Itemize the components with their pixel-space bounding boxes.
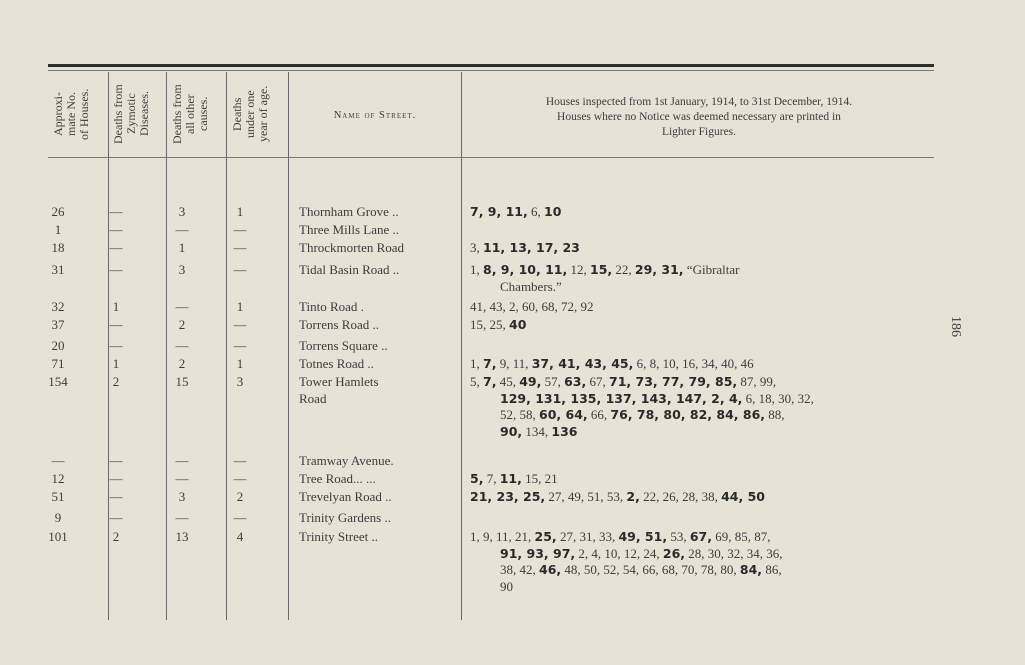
house-numbers-no-notice: 45, bbox=[496, 374, 520, 389]
cell-other: 13 bbox=[175, 529, 189, 544]
cell-other: — bbox=[175, 338, 189, 353]
cell-under-one: — bbox=[233, 471, 247, 486]
cell-zymotic: — bbox=[109, 222, 123, 237]
cell-street-name: Thornham Grove .. bbox=[299, 204, 399, 219]
cell-street-name: Trevelyan Road .. bbox=[299, 489, 392, 504]
cell-houses-list bbox=[470, 204, 940, 221]
house-numbers-no-notice: 53, bbox=[667, 529, 690, 544]
house-numbers-no-notice: 27, 49, 51, 53, bbox=[545, 489, 627, 504]
cell-under-one: — bbox=[233, 453, 247, 468]
cell-other: — bbox=[175, 510, 189, 525]
cell-under-one: — bbox=[233, 510, 247, 525]
cell-other: 3 bbox=[178, 204, 186, 219]
cell-houses: 9 bbox=[54, 510, 62, 525]
cell-zymotic: — bbox=[109, 338, 123, 353]
cell-street-name: Tower Hamlets Road bbox=[299, 374, 379, 406]
house-numbers-inspected: 11, 13, 17, 23 bbox=[483, 240, 580, 255]
cell-other: — bbox=[175, 471, 189, 486]
house-numbers-inspected: 10 bbox=[544, 204, 562, 219]
house-numbers-no-notice: 15, 21 bbox=[521, 471, 558, 486]
house-numbers-inspected: 46, bbox=[539, 562, 562, 577]
cell-zymotic: 2 bbox=[112, 529, 120, 544]
house-numbers-no-notice: 28, 30, 32, 34, 36, bbox=[685, 545, 783, 561]
cell-zymotic: — bbox=[109, 510, 123, 525]
house-numbers-no-notice: 27, 31, 33, bbox=[556, 529, 619, 544]
cell-street-name: Tinto Road . bbox=[299, 299, 364, 314]
house-numbers-no-notice: 41, 43, 2, 60, 68, 72, 92 bbox=[470, 299, 594, 314]
cell-street-name: Torrens Square .. bbox=[299, 338, 388, 353]
cell-street-name: Throckmorten Road bbox=[299, 240, 405, 255]
house-numbers-inspected: 63, bbox=[564, 374, 587, 389]
house-numbers-inspected: 8, 9, 10, 11, bbox=[483, 262, 568, 277]
house-numbers-inspected: 129, 131, 135, 137, 143, 147, 2, 4, bbox=[500, 390, 743, 406]
house-numbers-no-notice: 5, bbox=[470, 374, 483, 389]
house-numbers-no-notice: 1, 9, 11, 21, bbox=[470, 529, 535, 544]
house-numbers-inspected: 25, bbox=[534, 529, 557, 544]
house-numbers-no-notice: 22, bbox=[612, 262, 635, 277]
cell-other: 15 bbox=[175, 374, 189, 389]
cell-houses: 71 bbox=[51, 356, 65, 371]
cell-zymotic: — bbox=[109, 262, 123, 277]
house-numbers-no-notice: 69, 85, 87, bbox=[711, 529, 771, 544]
header-separator bbox=[48, 157, 934, 158]
cell-zymotic: — bbox=[109, 240, 123, 255]
cell-zymotic: — bbox=[109, 317, 123, 332]
house-numbers-inspected: 7, bbox=[483, 374, 497, 389]
house-numbers-no-notice: 1, bbox=[470, 262, 483, 277]
cell-houses-list bbox=[470, 317, 940, 334]
header-houses-count: Approxi- mate No. of Houses. bbox=[51, 88, 91, 140]
cell-under-one: 1 bbox=[236, 299, 244, 314]
house-numbers-inspected: 71, 73, 77, 79, 85, bbox=[609, 374, 738, 389]
cell-under-one: — bbox=[233, 240, 247, 255]
cell-street-name: Three Mills Lane .. bbox=[299, 222, 399, 237]
house-numbers-no-notice: 6, bbox=[527, 204, 544, 219]
house-numbers-inspected: 26, bbox=[662, 545, 686, 561]
cell-under-one: 2 bbox=[236, 489, 244, 504]
cell-houses-list bbox=[470, 489, 940, 506]
house-numbers-no-notice: 6, 18, 30, 32, bbox=[742, 390, 814, 406]
cell-houses: 51 bbox=[51, 489, 65, 504]
cell-other: 2 bbox=[178, 317, 186, 332]
house-numbers-no-notice: 3, bbox=[470, 240, 483, 255]
house-numbers-no-notice: 1, bbox=[470, 356, 483, 371]
cell-street-name: Trinity Gardens .. bbox=[299, 510, 391, 525]
cell-houses-list bbox=[470, 240, 940, 257]
cell-under-one: — bbox=[233, 317, 247, 332]
cell-houses: — bbox=[51, 453, 65, 468]
cell-other: 1 bbox=[178, 240, 186, 255]
cell-street-name: Tramway Avenue. bbox=[299, 453, 394, 468]
house-numbers-no-notice: 7, bbox=[483, 471, 500, 486]
house-numbers-no-notice: 90 bbox=[500, 578, 513, 594]
house-numbers-inspected: 7, 9, 11, bbox=[470, 204, 528, 219]
cell-houses: 37 bbox=[51, 317, 65, 332]
house-numbers-inspected: 7, bbox=[483, 356, 497, 371]
house-numbers-inspected: 11, bbox=[499, 471, 522, 486]
cell-other: — bbox=[175, 299, 189, 314]
column-divider bbox=[288, 72, 289, 620]
cell-other: 2 bbox=[178, 356, 186, 371]
house-numbers-inspected: 40 bbox=[509, 317, 527, 332]
cell-under-one: 1 bbox=[236, 204, 244, 219]
cell-zymotic: — bbox=[109, 489, 123, 504]
top-rule bbox=[48, 64, 934, 67]
cell-other: 3 bbox=[178, 262, 186, 277]
house-numbers-no-notice: 2, 4, 10, 12, 24, bbox=[575, 545, 663, 561]
house-numbers-no-notice: 22, 26, 28, 38, bbox=[639, 489, 722, 504]
header-other-deaths: Deaths from all other causes. bbox=[170, 84, 210, 144]
cell-houses-list bbox=[470, 299, 940, 316]
page-number: 186 bbox=[948, 316, 963, 337]
top-rule-thin bbox=[48, 70, 934, 71]
cell-houses-list bbox=[470, 529, 940, 595]
cell-other: — bbox=[175, 453, 189, 468]
cell-under-one: 4 bbox=[236, 529, 244, 544]
cell-zymotic: 2 bbox=[112, 374, 120, 389]
header-zymotic-deaths: Deaths from Zymotic Diseases. bbox=[111, 84, 151, 144]
cell-houses: 20 bbox=[51, 338, 65, 353]
cell-under-one: — bbox=[233, 262, 247, 277]
house-numbers-inspected: 15, bbox=[590, 262, 613, 277]
house-numbers-no-notice: 12, bbox=[567, 262, 590, 277]
house-numbers-no-notice: 57, bbox=[541, 374, 565, 389]
house-numbers-no-notice: 9, 11, bbox=[496, 356, 532, 371]
house-numbers-no-notice: 52, 58, bbox=[500, 407, 539, 422]
house-numbers-inspected: 49, bbox=[519, 374, 542, 389]
cell-zymotic: — bbox=[109, 204, 123, 219]
house-numbers-inspected: 5, bbox=[470, 471, 484, 486]
cell-street-name: Tidal Basin Road .. bbox=[299, 262, 400, 277]
header-under-one-deaths: Deaths under one year of age. bbox=[230, 85, 270, 143]
house-numbers-inspected: 37, 41, 43, 45, bbox=[531, 356, 634, 371]
house-numbers-no-notice: 88, bbox=[765, 407, 785, 422]
cell-zymotic: — bbox=[109, 453, 123, 468]
house-numbers-inspected: 2, bbox=[626, 489, 640, 504]
cell-zymotic: — bbox=[109, 471, 123, 486]
house-numbers-inspected: 90, bbox=[500, 423, 523, 439]
cell-street-name: Tree Road... ... bbox=[299, 471, 376, 486]
cell-street-name: Torrens Road .. bbox=[299, 317, 379, 332]
house-numbers-no-notice: Chambers.” bbox=[500, 278, 562, 294]
header-street-name: Name of Street. bbox=[333, 110, 417, 121]
cell-houses: 31 bbox=[51, 262, 65, 277]
house-numbers-no-notice: 38, 42, bbox=[500, 562, 539, 577]
house-numbers-no-notice: 48, 50, 52, 54, 66, 68, 70, 78, 80, bbox=[561, 562, 740, 577]
cell-under-one: 1 bbox=[236, 356, 244, 371]
cell-other: 3 bbox=[178, 489, 186, 504]
house-numbers-no-notice: 6, 8, 10, 16, 34, 40, 46 bbox=[633, 356, 754, 371]
cell-houses-list bbox=[470, 262, 940, 295]
house-numbers-inspected: 44, 50 bbox=[721, 489, 765, 504]
house-numbers-inspected: 29, 31, bbox=[634, 262, 684, 277]
house-numbers-no-notice: 134, bbox=[522, 423, 552, 439]
house-numbers-no-notice: “Gibraltar bbox=[683, 262, 740, 277]
house-numbers-inspected: 136 bbox=[551, 423, 578, 439]
house-numbers-no-notice: 15, 25, bbox=[470, 317, 509, 332]
cell-houses: 32 bbox=[51, 299, 65, 314]
cell-houses: 18 bbox=[51, 240, 65, 255]
cell-houses: 101 bbox=[48, 529, 68, 544]
house-numbers-no-notice: 67, bbox=[586, 374, 610, 389]
house-numbers-inspected: 67, bbox=[689, 529, 712, 544]
column-divider bbox=[461, 72, 462, 620]
cell-street-name: Totnes Road .. bbox=[299, 356, 374, 371]
cell-under-one: — bbox=[233, 222, 247, 237]
header-houses-inspected: Houses inspected from 1st January, 1914, to 31st December, 1914. Houses where no Notice was deemed necessary are printed in Lighter Figures. bbox=[545, 96, 853, 138]
cell-houses: 26 bbox=[51, 204, 65, 219]
house-numbers-inspected: 49, 51, bbox=[618, 529, 668, 544]
cell-other: — bbox=[175, 222, 189, 237]
cell-houses-list bbox=[470, 471, 940, 488]
house-numbers-inspected: 60, 64, bbox=[539, 407, 588, 422]
cell-zymotic: 1 bbox=[112, 356, 120, 371]
house-numbers-inspected: 76, 78, 80, 82, 84, 86, bbox=[610, 407, 766, 422]
cell-street-name: Trinity Street .. bbox=[299, 529, 378, 544]
house-numbers-inspected: 21, 23, 25, bbox=[470, 489, 546, 504]
cell-houses: 12 bbox=[51, 471, 65, 486]
cell-houses-list bbox=[470, 374, 940, 440]
house-numbers-inspected: 84, bbox=[739, 562, 763, 577]
cell-under-one: — bbox=[233, 338, 247, 353]
cell-under-one: 3 bbox=[236, 374, 244, 389]
house-numbers-no-notice: 87, 99, bbox=[737, 374, 777, 389]
cell-houses-list bbox=[470, 356, 940, 373]
house-numbers-no-notice: 86, bbox=[762, 562, 782, 577]
cell-houses: 154 bbox=[48, 374, 68, 389]
house-numbers-inspected: 91, 93, 97, bbox=[500, 545, 576, 561]
house-numbers-no-notice: 66, bbox=[587, 407, 611, 422]
cell-zymotic: 1 bbox=[112, 299, 120, 314]
cell-houses: 1 bbox=[54, 222, 62, 237]
